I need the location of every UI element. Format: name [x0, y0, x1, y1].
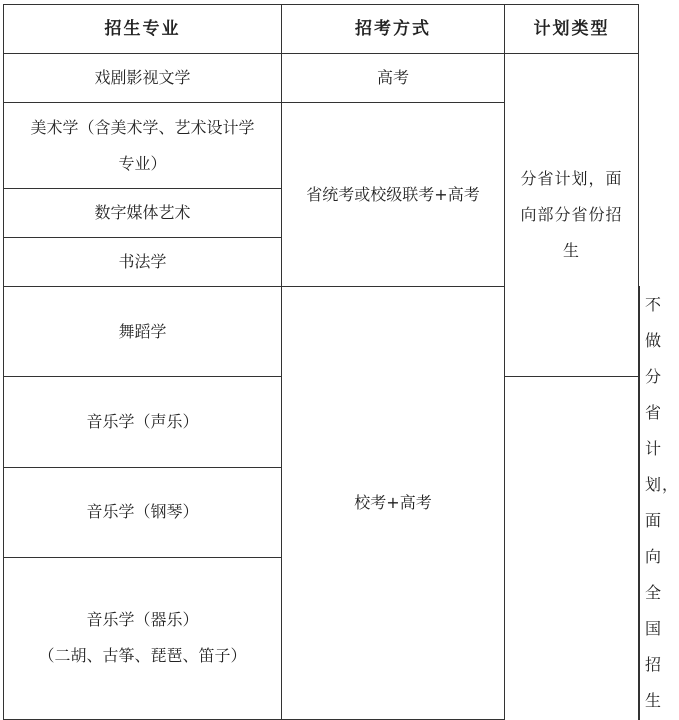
admissions-table: [3, 4, 679, 720]
header-exam-method: 招考方式: [282, 5, 505, 54]
exam-method-cell: 省统考或校级联考+高考: [282, 103, 505, 287]
major-cell: 舞蹈学: [4, 287, 282, 377]
header-row: [4, 5, 640, 54]
plan-type-line: 分省计划，面: [520, 169, 623, 189]
major-cell: 书法学: [4, 238, 282, 287]
plan-type-line: 生: [562, 241, 580, 261]
header-plan-type: 计划类型: [505, 5, 639, 54]
major-line: 专业）: [118, 153, 167, 173]
plan-type-line: 向部分省份招: [520, 205, 623, 225]
major-cell: 戏剧影视文学: [4, 54, 282, 103]
major-line: 美术学（含美术学、艺术设计学: [30, 117, 255, 137]
major-line: （二胡、古筝、琵琶、笛子）: [38, 646, 247, 666]
major-line: 音乐学（器乐）: [86, 610, 199, 630]
exam-method-cell: 高考: [282, 54, 505, 103]
major-cell: 音乐学（钢琴）: [4, 467, 282, 557]
exam-method-cell: 校考+高考: [282, 287, 505, 720]
major-cell: 数字媒体艺术: [4, 189, 282, 238]
major-cell: [4, 103, 282, 189]
plan-type-cell: [505, 54, 639, 377]
header-major: 招生专业: [4, 5, 282, 54]
plan-type-cell: 不做分省计 划，面向全国 招生: [639, 287, 640, 720]
major-cell: 音乐学（声乐）: [4, 377, 282, 467]
table-row: [4, 54, 640, 103]
major-cell: [4, 557, 282, 719]
